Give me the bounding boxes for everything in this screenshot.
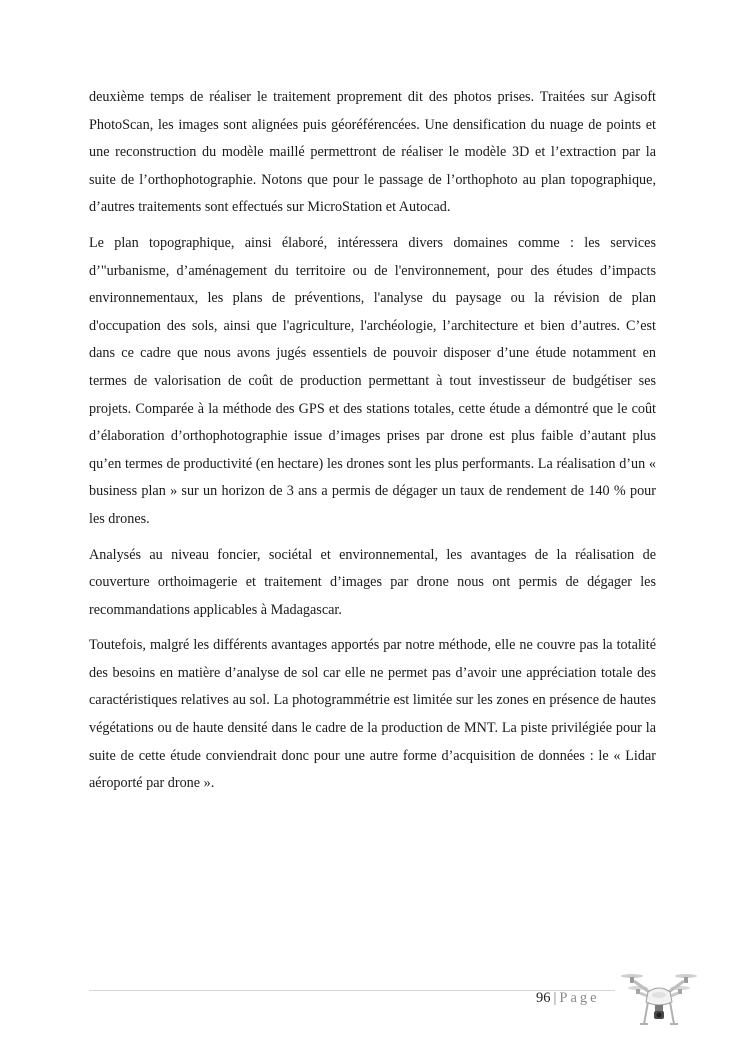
page-footer [536, 990, 600, 1007]
page-label: Page [559, 990, 600, 1006]
page-number-separator: | [553, 990, 557, 1006]
page-body [89, 84, 656, 806]
paragraph-analysis: Analysés au niveau foncier, sociétal et environnemental, les avantages de la réalisation de couverture orthoimagerie et traitement d’images par drone nous ont permis de dégager les recommandations applicables à Madagascar. [89, 546, 656, 618]
page-number-value: 96 [536, 990, 551, 1006]
paragraph-processing: deuxième temps de réaliser le traitement proprement dit des photos prises. Traitées sur Agisoft PhotoScan, les images sont alignées puis géoréférencées. Une densification du nuage de points et une reconstruction du modèle maillé permettront de réaliser le modèle 3D et l’extraction par la suite de l’orthophotographie. Notons que pour le passage de l’orthophoto au plan topographique, d’autres traitements sont effectués sur MicroStation et Autocad. [89, 89, 656, 216]
paragraph-limitations: Toutefois, malgré les différents avantages apportés par notre méthode, elle ne couvre pas la totalité des besoins en matière d’analyse de sol car elle ne permet pas d’avoir une appréciation totale des caractéristiques relatives au sol. La photogrammétrie est limitée sur les zones en présence de hautes végétations ou de haute densité dans le cadre de la production de MNT. La piste privilégiée pour la suite de cette étude conviendrait donc pour une autre forme d’acquisition de données : le « Lidar aéroporté par drone ». [89, 637, 656, 792]
drone-icon [620, 968, 698, 1030]
paragraph-topographic-plan: Le plan topographique, ainsi élaboré, intéressera divers domaines comme : les services d’"urbanisme, d’aménagement du territoire ou de l'environnement, pour des études d’impacts environnementaux, les plans de préventions, l'analyse du paysage ou la révision de plan d'occupation des sols, ainsi que l'agriculture, l'archéologie, l’architecture et bien d’autres. C’est dans ce cadre que nous avons jugés essentiels de pouvoir disposer d’une étude notamment en termes de valorisation de coût de production permettant à tout investisseur de budgétiser ses projets. Comparée à la méthode des GPS et des stations totales, cette étude a démontré que le coût d’élaboration d’orthophotographie issue d’images prises par drone est plus faible d’autant plus qu’en termes de productivité (en hectare) les drones sont les plus performants. La réalisation d’un « business plan » sur un horizon de 3 ans a permis de dégager un taux de rendement de 140 % pour les drones. [89, 234, 656, 527]
